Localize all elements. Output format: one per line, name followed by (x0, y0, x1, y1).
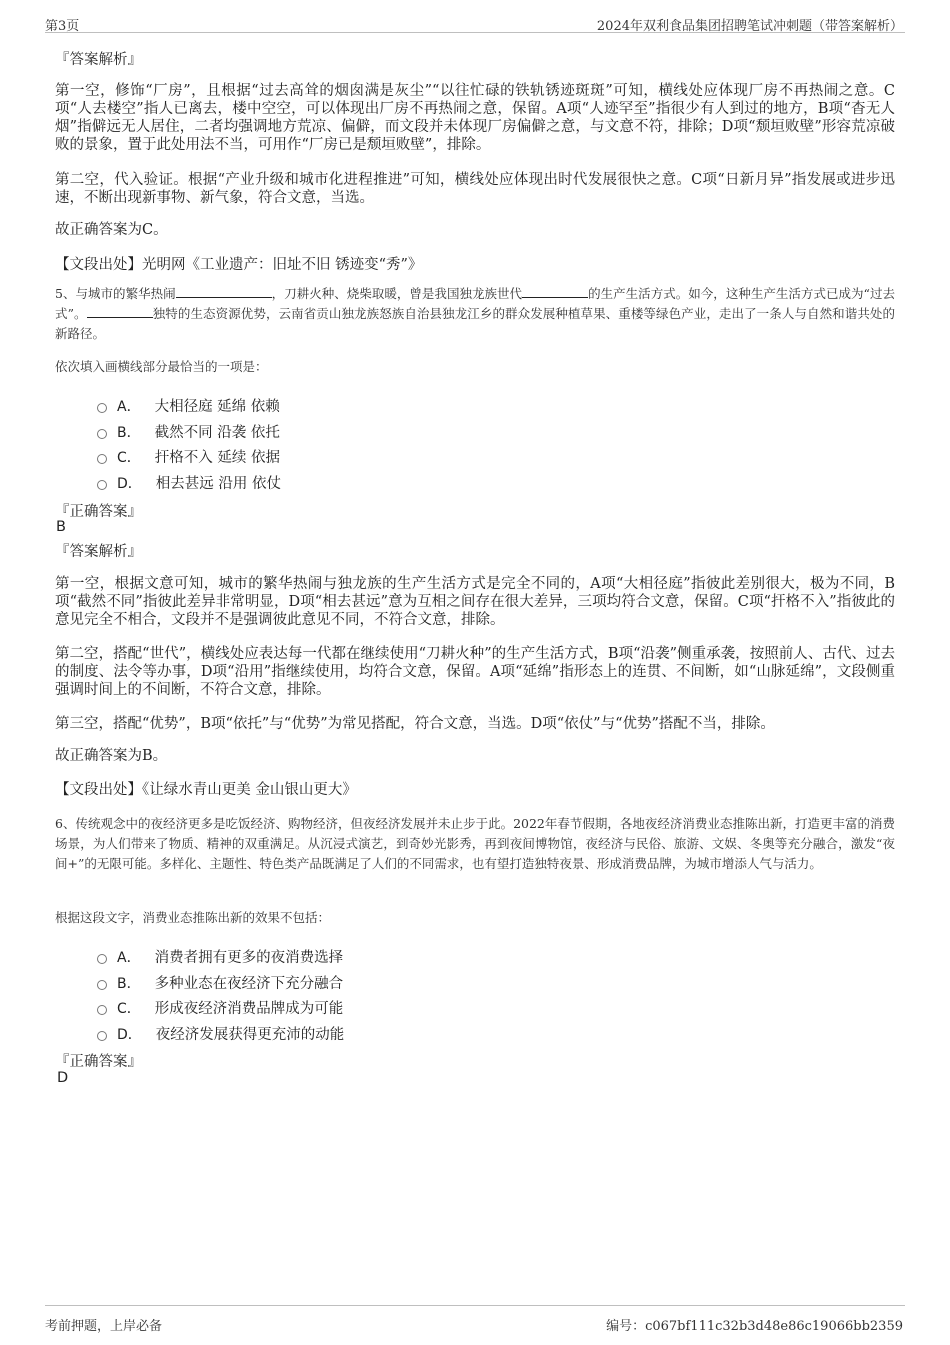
option-text: 夜经济发展获得更充沛的动能 (155, 1027, 345, 1043)
radio-icon[interactable] (97, 980, 107, 990)
q5-blank-3 (87, 305, 153, 318)
option-letter: B． (117, 424, 141, 441)
option-text: 消费者拥有更多的夜消费选择 (154, 950, 344, 966)
q5-option-c[interactable] (97, 446, 280, 467)
option-text: 相去甚远 沿用 依仗 (155, 476, 281, 492)
q5-stem-part: 5、与城市的繁华热闹 (55, 286, 176, 301)
radio-icon[interactable] (97, 403, 107, 413)
option-letter: D． (117, 1026, 142, 1043)
option-text: 大相径庭 延绵 依赖 (154, 399, 280, 415)
radio-icon[interactable] (97, 954, 107, 964)
option-text: 多种业态在夜经济下充分融合 (154, 976, 344, 992)
q5-answer-label: 『正确答案』 (55, 504, 142, 520)
q5-stem-part: ，刀耕火种、烧柴取暖，曾是我国独龙族世代 (271, 286, 523, 301)
q5-option-b[interactable] (97, 421, 280, 442)
q5-prompt: 依次填入画横线部分最恰当的一项是： (55, 359, 268, 374)
footer-slogan: 考前押题，上岸必备 (45, 1319, 163, 1334)
q5-blank-1 (176, 285, 272, 298)
q5-analysis-p1: 第一空，根据文意可知，城市的繁华热闹与独龙族的生产生活方式是完全不同的，A项“大相径庭”指彼此差别很大，极为不同，B项“截然不同”指彼此差异非常明显，D项“相去甚远”意为互相之间存在很大差异，三项均符合文意，保留。C项“扞格不入”指彼此的意见完全不相合，文段并不是强调彼此意见不同，不符合文意，排除。 (55, 576, 895, 628)
document-title: 2024年双利食品集团招聘笔试冲刺题（带答案解析） (596, 19, 903, 34)
option-letter: C． (117, 449, 141, 466)
q4-analysis-p2: 第二空，代入验证。根据“产业升级和城市化进程推进”可知，横线处应体现出时代发展很快之意。C项“日新月异”指发展或进步迅速，不断出现新事物、新气象，符合文意，当选。 (55, 172, 895, 206)
q6-answer-label: 『正确答案』 (55, 1054, 142, 1070)
document-id: 编号：c067bf111c32b3d48e86c19066bb2359 (606, 1319, 903, 1334)
radio-icon[interactable] (97, 454, 107, 464)
q5-option-d[interactable] (97, 472, 281, 493)
radio-icon[interactable] (97, 1031, 107, 1041)
q6-prompt: 根据这段文字，消费业态推陈出新的效果不包括： (55, 910, 331, 925)
q5-stem-part: 独特的生态资源优势，云南省贡山独龙族怒族自治县独龙江乡的群众发展种植草果、重楼等绿色产业，走出了一条人与自然和谐共处的新路径。 (55, 306, 895, 341)
option-letter: A． (117, 949, 141, 966)
radio-icon[interactable] (97, 1005, 107, 1015)
option-letter: B． (117, 975, 141, 992)
page-number: 第3页 (45, 19, 80, 34)
q4-analysis-label: 『答案解析』 (55, 52, 142, 68)
q5-stem (55, 284, 895, 344)
option-text: 扞格不入 延续 依据 (154, 450, 280, 466)
q6-option-d[interactable] (97, 1023, 344, 1044)
q4-source: 【文段出处】光明网《工业遗产：旧址不旧 锈迹变“秀”》 (55, 257, 423, 273)
q5-answer: B (56, 519, 66, 535)
q4-analysis-p1: 第一空，修饰“厂房”，且根据“过去高耸的烟囱满是灰尘”“以往忙碌的铁轨锈迹斑斑”可知，横线处应体现厂房不再热闹之意。C项“人去楼空”指人已离去，楼中空空，可以体现出厂房不再热闹之意，保留。A项“人迹罕至”指很少有人到过的地方，B项“杳无人烟”指僻远无人居住，二者均强调地方荒凉、偏僻，而文段并未体现厂房偏僻之意，与文意不符，排除；D项“颓垣败壁”形容荒凉破败的景象，置于此处用法不当，可用作“厂房已是颓垣败壁”，排除。 (55, 83, 895, 153)
q6-option-c[interactable] (97, 997, 343, 1018)
q4-conclusion: 故正确答案为C。 (55, 222, 168, 238)
q5-blank-2 (522, 285, 588, 298)
q5-option-a[interactable] (97, 395, 280, 416)
q6-option-b[interactable] (97, 972, 343, 993)
radio-icon[interactable] (97, 480, 107, 490)
option-letter: C． (117, 1000, 141, 1017)
page-footer (45, 1305, 905, 1334)
q5-stem-part: 的生产生活方式。如今，这种生产生活方式已成为“过去式”。 (55, 286, 895, 321)
q6-stem: 6、传统观念中的夜经济更多是吃饭经济、购物经济，但夜经济发展并未止步于此。2022年春节假期，各地夜经济消费业态推陈出新，打造更丰富的消费场景，为人们带来了物质、精神的双重满足。从沉浸式演艺，到奇妙光影秀，再到夜间博物馆，夜经济与民俗、旅游、文娱、冬奥等充分融合，激发“夜间+”的无限可能。多样化、主题性、特色类产品既满足了人们的不同需求，也有望打造独特夜景、形成消费品牌，为城市增添人气与活力。 (55, 816, 895, 871)
option-text: 形成夜经济消费品牌成为可能 (154, 1001, 344, 1017)
q6-option-a[interactable] (97, 946, 343, 967)
q5-analysis-p2: 第二空，搭配“世代”，横线处应表达每一代都在继续使用“刀耕火种”的生产生活方式，B项“沿袭”侧重承袭，按照前人、古代、过去的制度、法令等办事，D项“沿用”指继续使用，均符合文意，保留。A项“延绵”指形态上的连贯、不间断，如“山脉延绵”，文段侧重强调时间上的不间断，不符合文意，排除。 (55, 646, 895, 698)
page-header (45, 12, 905, 33)
option-text: 截然不同 沿袭 依托 (154, 425, 280, 441)
option-letter: D． (117, 475, 142, 492)
option-letter: A． (117, 398, 141, 415)
q5-source: 【文段出处】《让绿水青山更美 金山银山更大》 (55, 782, 357, 798)
q5-analysis-p3: 第三空，搭配“优势”，B项“依托”与“优势”为常见搭配，符合文意，当选。D项“依仗”与“优势”搭配不当，排除。 (55, 716, 775, 732)
q5-conclusion: 故正确答案为B。 (55, 748, 168, 764)
q6-answer: D (57, 1070, 69, 1086)
radio-icon[interactable] (97, 429, 107, 439)
q5-analysis-label: 『答案解析』 (55, 544, 142, 560)
